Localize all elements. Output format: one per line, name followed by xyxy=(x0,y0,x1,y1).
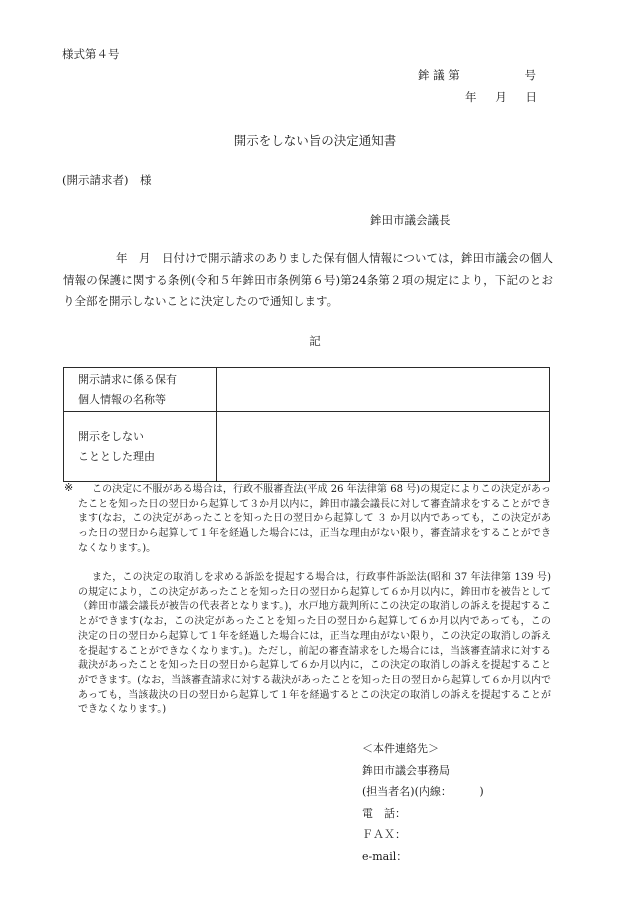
contact-heading: ＜本件連絡先＞ xyxy=(362,742,439,755)
document-number-prefix: 鉾 議 第 xyxy=(418,68,460,82)
document-number-suffix: 号 xyxy=(524,68,536,82)
date-year: 年 xyxy=(465,90,477,104)
reason-value xyxy=(217,412,550,482)
ki-heading: 記 xyxy=(309,334,321,348)
document-date xyxy=(465,89,537,105)
form-number: 様式第４号 xyxy=(62,47,120,61)
reason-label: 開示をしない こととした理由 xyxy=(64,412,217,482)
contact-office: 鉾田市議会事務局 xyxy=(362,763,450,777)
table-row-info-name xyxy=(64,368,550,412)
sender: 鉾田市議会議長 xyxy=(370,213,451,227)
document-number xyxy=(418,67,536,83)
info-name-label: 開示請求に係る保有 個人情報の名称等 xyxy=(64,368,217,412)
contact-fax: ＦＡＸ： xyxy=(362,828,406,842)
table-row-reason xyxy=(64,412,550,482)
contact-person: (担当者名)(内線： ) xyxy=(362,785,484,799)
addressee: (開示請求者) 様 xyxy=(62,173,152,187)
body-paragraph: 年 月 日付けで開示請求のありました保有個人情報については，鉾田市議会の個人情報の保護に関する条例(令和５年鉾田市条例第６号)第24条第２項の規定により，下記のとおり全部を開示しないことに決定したので通知します。 xyxy=(63,251,553,308)
note-mark: ※ xyxy=(64,481,74,494)
note-paragraph-appeal: この決定に不服がある場合は，行政不服審査法(平成 26 年法律第 68 号)の規定によりこの決定があったことを知った日の翌日から起算して３か月以内に，鉾田市議会議長に対して審査請求をすることができます(なお，この決定があったことを知った日の翌日から起算して ３ か月以内であっても，この決定があった日の翌日から起算して１年を経過した場合には，正当な理由がない限り，審査請求をすることができなくなります。)。 xyxy=(78,484,551,554)
info-name-value xyxy=(217,368,550,412)
contact-block xyxy=(362,738,562,868)
date-month: 月 xyxy=(495,90,507,104)
date-day: 日 xyxy=(525,90,537,104)
contact-phone: 電 話： xyxy=(362,806,406,820)
info-table xyxy=(63,367,550,482)
note-paragraph-lawsuit: また，この決定の取消しを求める訴訟を提起する場合は，行政事件訴訟法(昭和 37 年法律第 139 号)の規定により，この決定があったことを知った日の翌日から起算して６か月以内に，鉾田市を被告として（鉾田市議会議長が被告の代表者となります。)，水戸地方裁判所にこの決定の取消しの訴えを提起することができます(なお，この決定があったことを知った日の翌日から起算して６か月以内であっても，この決定の日の翌日から起算して１年を経過した場合には，正当な理由がない限り，この決定の取消しの訴えを提起することができなくなります。)。ただし，前記の審査請求をした場合には，当該審査請求に対する裁決があったことを知った日の翌日から起算して６か月以内に，この決定の取消しの訴えを提起することができます。(なお，当該審査請求に対する裁決があったことを知った日の翌日から起算して６か月以内であっても，当該裁決の日の翌日から起算して１年を経過するとこの決定の取消しの訴えを提起することができなくなります。) xyxy=(78,572,552,716)
document-title: 開示をしない旨の決定通知書 xyxy=(233,133,397,148)
contact-email: e-mail： xyxy=(362,849,408,863)
